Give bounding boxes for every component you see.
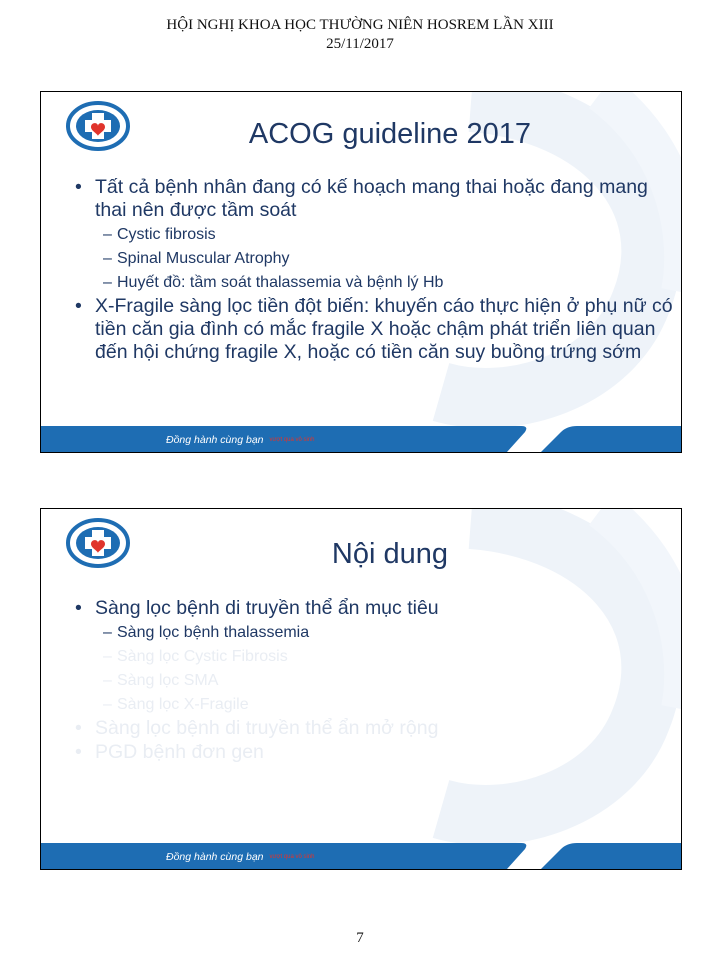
bullet-item-faded: • PGD bệnh đơn gen <box>73 741 673 764</box>
sub-bullet-item-faded: – Sàng lọc SMA <box>73 669 673 693</box>
conference-title: HỘI NGHỊ KHOA HỌC THƯỜNG NIÊN HOSREM LẦN XIII <box>166 17 554 33</box>
sub-bullet-item: – Cystic fibrosis <box>73 223 673 247</box>
slide-title: ACOG guideline 2017 <box>248 118 531 150</box>
footer-slogan-accent: vượt qua vô sinh <box>269 437 315 444</box>
page-number: 7 <box>356 930 364 946</box>
slide-title: Nội dung <box>331 538 448 570</box>
hospital-logo-icon <box>63 517 133 569</box>
sub-bullet-item: – Spinal Muscular Atrophy <box>73 247 673 271</box>
sub-bullet-item: – Huyết đồ: tầm soát thalassemia và bệnh lý Hb <box>73 271 673 295</box>
bullet-item: • X-Fragile sàng lọc tiền đột biến: khuyến cáo thực hiện ở phụ nữ có tiền căn gia đình có mắc fragile X hoặc chậm phát triển liên quan đến hội chứng fragile X, hoặc có tiền căn suy buồng trứng sớm <box>73 295 673 364</box>
page-header <box>0 16 720 54</box>
footer-slogan-accent: vượt qua vô sinh <box>269 854 315 861</box>
sub-bullet-item-faded: – Sàng lọc Cystic Fibrosis <box>73 645 673 669</box>
footer-slogan <box>166 434 314 446</box>
slide-1 <box>40 91 682 453</box>
bullet-item: • Tất cả bệnh nhân đang có kế hoạch mang thai hoặc đang mang thai nên được tầm soát <box>73 176 673 222</box>
footer-bar <box>41 426 681 452</box>
slide-2 <box>40 508 682 870</box>
bullet-item-faded: • Sàng lọc bệnh di truyền thể ẩn mở rộng <box>73 717 673 740</box>
slide-content <box>73 176 673 365</box>
footer-slogan-text: Đồng hành cùng bạn <box>166 851 264 863</box>
conference-date: 25/11/2017 <box>326 36 394 52</box>
footer-slogan-text: Đồng hành cùng bạn <box>166 434 264 446</box>
bullet-item: • Sàng lọc bệnh di truyền thể ẩn mục tiêu <box>73 597 673 620</box>
slide-content <box>73 597 673 765</box>
footer-bar <box>41 843 681 869</box>
footer-slogan <box>166 851 314 863</box>
hospital-logo-icon <box>63 100 133 152</box>
sub-bullet-item: – Sàng lọc bệnh thalassemia <box>73 621 673 645</box>
sub-bullet-item-faded: – Sàng lọc X-Fragile <box>73 693 673 717</box>
